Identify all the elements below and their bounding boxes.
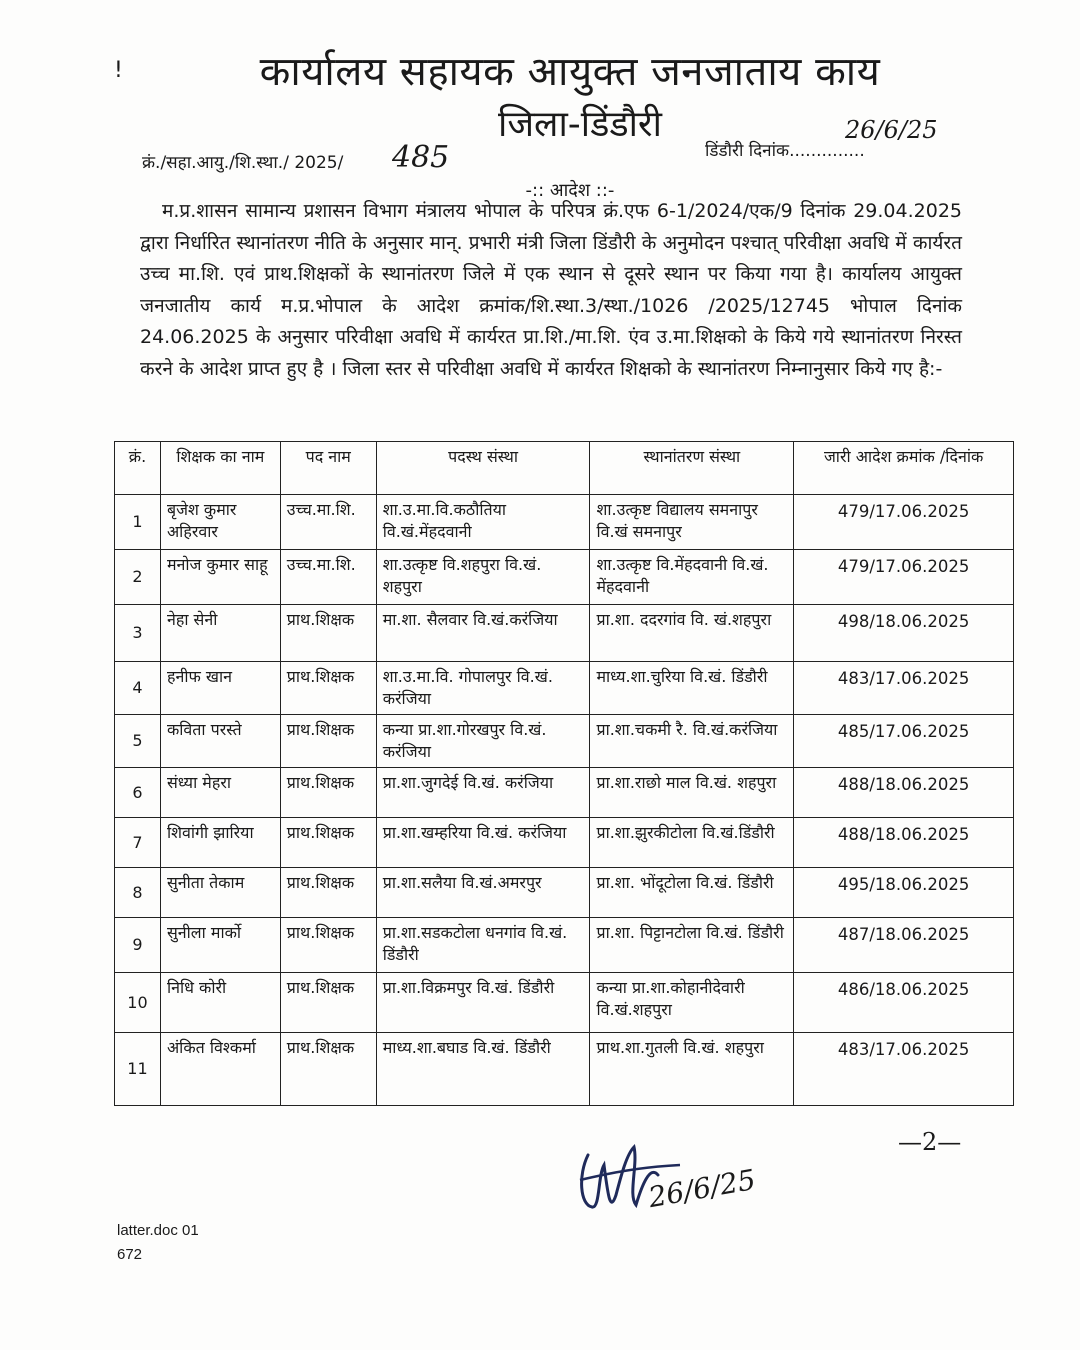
post-name: उच्च.मा.शि. bbox=[280, 495, 376, 550]
table-row bbox=[115, 550, 1014, 605]
transfer-institution: शा.उत्कृष्ट विद्यालय समनापुर वि.खं समनापुर bbox=[590, 495, 794, 550]
order-number: 485/17.06.2025 bbox=[794, 715, 1014, 768]
col-header-name: शिक्षक का नाम bbox=[160, 442, 280, 495]
row-serial: 9 bbox=[115, 918, 161, 973]
posted-institution: प्रा.शा.जुगदेई वि.खं. करंजिया bbox=[376, 768, 590, 818]
post-name: प्राथ.शिक्षक bbox=[280, 973, 376, 1033]
table-row bbox=[115, 973, 1014, 1033]
transfer-institution: प्रा.शा.राछो माल वि.खं. शहपुरा bbox=[590, 768, 794, 818]
table-row bbox=[115, 605, 1014, 662]
reference-number: 485 bbox=[392, 140, 450, 175]
row-serial: 2 bbox=[115, 550, 161, 605]
table-row bbox=[115, 918, 1014, 973]
post-name: प्राथ.शिक्षक bbox=[280, 868, 376, 918]
row-serial: 4 bbox=[115, 662, 161, 715]
posted-institution: प्रा.शा.सडकटोला धनगांव वि.खं. डिंडौरी bbox=[376, 918, 590, 973]
order-number: 487/18.06.2025 bbox=[794, 918, 1014, 973]
transfer-institution: प्रा.शा. ददरगांव वि. खं.शहपुरा bbox=[590, 605, 794, 662]
order-body bbox=[140, 196, 962, 385]
posted-institution: शा.उ.मा.वि. गोपालपुर वि.खं. करंजिया bbox=[376, 662, 590, 715]
signature-date: 26/6/25 bbox=[645, 1162, 758, 1215]
order-number: 488/18.06.2025 bbox=[794, 768, 1014, 818]
order-number: 479/17.06.2025 bbox=[794, 495, 1014, 550]
posted-institution: शा.उत्कृष्ट वि.शहपुरा वि.खं. शहपुरा bbox=[376, 550, 590, 605]
teacher-name: मनोज कुमार साहू bbox=[160, 550, 280, 605]
transfer-institution: प्रा.शा.चकमी रै. वि.खं.करंजिया bbox=[590, 715, 794, 768]
table-row bbox=[115, 715, 1014, 768]
teacher-name: बृजेश कुमार अहिरवार bbox=[160, 495, 280, 550]
date-label: डिंडौरी दिनांक.............. bbox=[705, 141, 865, 161]
row-serial: 8 bbox=[115, 868, 161, 918]
row-serial: 5 bbox=[115, 715, 161, 768]
teacher-name: सुनीला मार्को bbox=[160, 918, 280, 973]
margin-mark: ! bbox=[114, 58, 123, 83]
posted-institution: कन्या प्रा.शा.गोरखपुर वि.खं. करंजिया bbox=[376, 715, 590, 768]
body-paragraph: म.प्र.शासन सामान्य प्रशासन विभाग मंत्रालय भोपाल के परिपत्र क्रं.एफ 6-1/2024/एक/9 दिनांक 29.04.2025 द्वारा निर्धारित स्थानांतरण नीति के अनुसार मान्. प्रभारी मंत्री जिला डिंडौरी के अनुमोदन पश्चात् परिवीक्षा अवधि में कार्यरत उच्च मा.शि. एवं प्राथ.शिक्षकों के स्थानांतरण जिले में एक स्थान से दूसरे स्थान पर किया गया है। कार्यालय आयुक्त जनजातीय कार्य म.प्र.भोपाल के आदेश क्रमांक/शि.स्था.3/स्था./1026 /2025/12745 भोपाल दिनांक 24.06.2025 के अनुसार परिवीक्षा अवधि में कार्यरत प्रा.शि./मा.शि. एंव उ.मा.शिक्षको के किये गये स्थानांतरण निरस्त करने के आदेश प्राप्त हुए है । जिला स्तर से परिवीक्षा अवधि में कार्यरत शिक्षको के स्थानांतरण निम्नानुसार किये गए है:- bbox=[140, 200, 962, 380]
order-number: 486/18.06.2025 bbox=[794, 973, 1014, 1033]
col-header-serial: क्रं. bbox=[115, 442, 161, 495]
footer-number: 672 bbox=[117, 1246, 143, 1263]
posted-institution: मा.शा. सैलवार वि.खं.करंजिया bbox=[376, 605, 590, 662]
teacher-name: कविता परस्ते bbox=[160, 715, 280, 768]
date-handwritten: 26/6/25 bbox=[845, 116, 938, 144]
order-number: 479/17.06.2025 bbox=[794, 550, 1014, 605]
col-header-posted-institution: पदस्थ संस्था bbox=[376, 442, 590, 495]
row-serial: 10 bbox=[115, 973, 161, 1033]
table-header-row bbox=[115, 442, 1014, 495]
post-name: प्राथ.शिक्षक bbox=[280, 768, 376, 818]
row-serial: 11 bbox=[115, 1033, 161, 1106]
order-number: 483/17.06.2025 bbox=[794, 1033, 1014, 1106]
row-serial: 7 bbox=[115, 818, 161, 868]
order-number: 483/17.06.2025 bbox=[794, 662, 1014, 715]
office-title: कार्यालय सहायक आयुक्त जनजाताय काय bbox=[259, 49, 881, 95]
col-header-transfer-institution: स्थानांतरण संस्था bbox=[590, 442, 794, 495]
transfer-institution: कन्या प्रा.शा.कोहानीदेवारी वि.खं.शहपुरा bbox=[590, 973, 794, 1033]
teacher-name: शिवांगी झारिया bbox=[160, 818, 280, 868]
order-number: 488/18.06.2025 bbox=[794, 818, 1014, 868]
post-name: उच्च.मा.शि. bbox=[280, 550, 376, 605]
post-name: प्राथ.शिक्षक bbox=[280, 605, 376, 662]
transfer-institution: प्रा.शा. पिट्टानटोला वि.खं. डिंडौरी bbox=[590, 918, 794, 973]
post-name: प्राथ.शिक्षक bbox=[280, 1033, 376, 1106]
teacher-name: सुनीता तेकाम bbox=[160, 868, 280, 918]
table-row bbox=[115, 495, 1014, 550]
table-row bbox=[115, 868, 1014, 918]
transfer-table bbox=[114, 441, 1014, 1106]
district-title: जिला-डिंडौरी bbox=[498, 104, 662, 145]
post-name: प्राथ.शिक्षक bbox=[280, 662, 376, 715]
transfer-institution: शा.उत्कृष्ट वि.मेंहदवानी वि.खं. मेंहदवानी bbox=[590, 550, 794, 605]
row-serial: 1 bbox=[115, 495, 161, 550]
teacher-name: हनीफ खान bbox=[160, 662, 280, 715]
transfer-institution: प्रा.शा.झुरकीटोला वि.खं.डिंडौरी bbox=[590, 818, 794, 868]
transfer-institution: प्राथ.शा.गुतली वि.खं. शहपुरा bbox=[590, 1033, 794, 1106]
reference-prefix: क्रं./सहा.आयु./शि.स्था./ 2025/ bbox=[142, 153, 344, 173]
post-name: प्राथ.शिक्षक bbox=[280, 715, 376, 768]
transfer-institution: प्रा.शा. भोंदूटोला वि.खं. डिंडौरी bbox=[590, 868, 794, 918]
post-name: प्राथ.शिक्षक bbox=[280, 818, 376, 868]
footer-file: latter.doc 01 bbox=[117, 1222, 199, 1239]
posted-institution: शा.उ.मा.वि.कठौतिया वि.खं.मेंहदवानी bbox=[376, 495, 590, 550]
teacher-name: निधि कोरी bbox=[160, 973, 280, 1033]
row-serial: 3 bbox=[115, 605, 161, 662]
table-row bbox=[115, 662, 1014, 715]
order-heading: -:: आदेश ::- bbox=[525, 180, 615, 201]
page-marker: —2— bbox=[898, 1128, 962, 1156]
post-name: प्राथ.शिक्षक bbox=[280, 918, 376, 973]
teacher-name: संध्या मेहरा bbox=[160, 768, 280, 818]
table-row bbox=[115, 768, 1014, 818]
col-header-order-number: जारी आदेश क्रमांक /दिनांक bbox=[794, 442, 1014, 495]
posted-institution: प्रा.शा.विक्रमपुर वि.खं. डिंडौरी bbox=[376, 973, 590, 1033]
order-number: 495/18.06.2025 bbox=[794, 868, 1014, 918]
teacher-name: अंकित विश्कर्मा bbox=[160, 1033, 280, 1106]
posted-institution: प्रा.शा.सलैया वि.खं.अमरपुर bbox=[376, 868, 590, 918]
row-serial: 6 bbox=[115, 768, 161, 818]
teacher-name: नेहा सेनी bbox=[160, 605, 280, 662]
col-header-post: पद नाम bbox=[280, 442, 376, 495]
order-number: 498/18.06.2025 bbox=[794, 605, 1014, 662]
table-row bbox=[115, 1033, 1014, 1106]
posted-institution: प्रा.शा.खम्हरिया वि.खं. करंजिया bbox=[376, 818, 590, 868]
transfer-institution: माध्य.शा.चुरिया वि.खं. डिंडौरी bbox=[590, 662, 794, 715]
posted-institution: माध्य.शा.बघाड वि.खं. डिंडौरी bbox=[376, 1033, 590, 1106]
table-row bbox=[115, 818, 1014, 868]
